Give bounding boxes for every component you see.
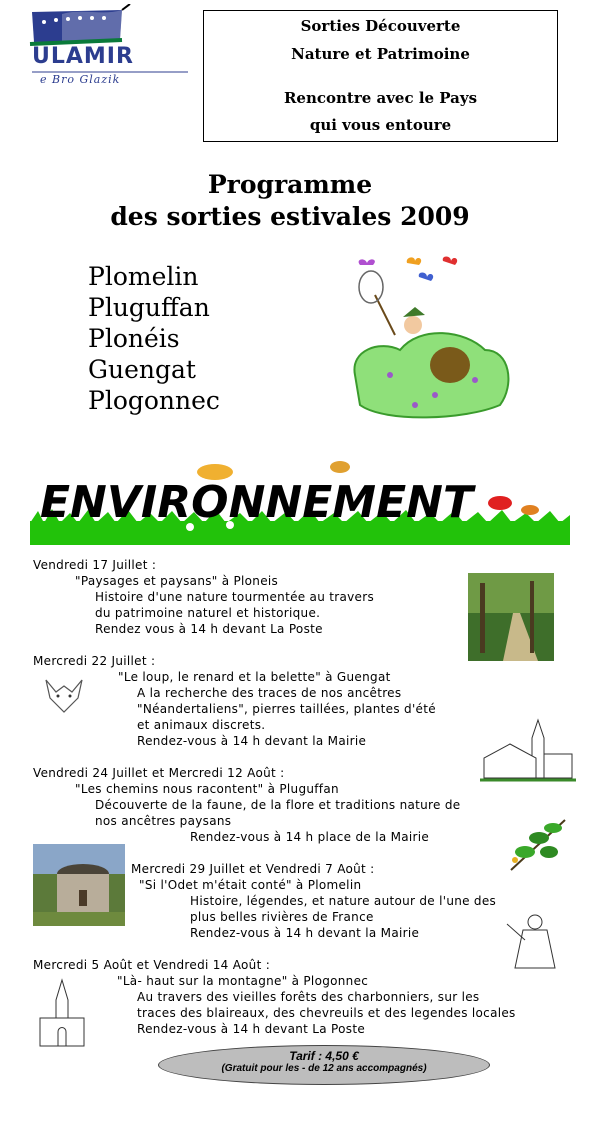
banner-text: ENVIRONNEMENT xyxy=(40,477,473,528)
event-title: "Là- haut sur la montagne" à Plogonnec xyxy=(117,974,369,988)
town-item: Guengat xyxy=(88,355,196,384)
header-line-3: Rencontre avec le Pays xyxy=(283,89,478,107)
price-text: Tarif : 4,50 € xyxy=(289,1049,359,1063)
program-title-line-2: des sorties estivales 2009 xyxy=(110,202,470,231)
event-meeting-point: Rendez-vous à 14 h devant La Poste xyxy=(137,1022,366,1036)
event-date: Mercredi 22 Juillet : xyxy=(33,654,156,668)
header-line-2: Nature et Patrimoine xyxy=(291,45,470,63)
event-description: plus belles rivières de France xyxy=(190,910,374,924)
event-description: Découverte de la faune, de la flore et traditions nature de xyxy=(95,798,461,812)
forest-path-photo xyxy=(468,573,554,661)
town-item: Plogonnec xyxy=(88,386,220,415)
butterfly-hunter-illustration xyxy=(345,255,520,425)
event-title: "Les chemins nous racontent" à Pluguffan xyxy=(75,782,339,796)
logo-subtitle: e Bro Glazik xyxy=(40,73,121,86)
event-date: Mercredi 5 Août et Vendredi 14 Août : xyxy=(33,958,271,972)
event-meeting-point: Rendez-vous à 14 h devant la Mairie xyxy=(137,734,367,748)
dovecote-photo xyxy=(33,844,125,926)
environnement-banner xyxy=(30,455,570,545)
chapel-icon xyxy=(36,978,88,1050)
event-description: traces des blaireaux, des chevreuils et des legendes locales xyxy=(137,1006,516,1020)
event-description: A la recherche des traces de nos ancêtres xyxy=(137,686,402,700)
town-item: Plonéis xyxy=(88,324,180,353)
event-date: Vendredi 24 Juillet et Mercredi 12 Août : xyxy=(33,766,285,780)
event-date: Vendredi 17 Juillet : xyxy=(33,558,157,572)
leaf-plant-icon xyxy=(505,812,575,876)
program-title-line-1: Programme xyxy=(207,170,373,199)
event-description: Histoire, légendes, et nature autour de l'une des xyxy=(190,894,497,908)
event-title: "Paysages et paysans" à Ploneis xyxy=(75,574,279,588)
fox-icon xyxy=(42,672,88,716)
header-line-4: qui vous entoure xyxy=(309,116,452,134)
event-title: "Le loup, le renard et la belette" à Guengat xyxy=(118,670,391,684)
saint-statue-icon xyxy=(505,910,563,970)
event-description: Histoire d'une nature tourmentée au travers xyxy=(95,590,374,604)
event-description: nos ancêtres paysans xyxy=(95,814,232,828)
church-village-icon xyxy=(480,718,576,784)
event-description: et animaux discrets. xyxy=(137,718,266,732)
event-date: Mercredi 29 Juillet et Vendredi 7 Août : xyxy=(131,862,375,876)
event-meeting-point: Rendez vous à 14 h devant La Poste xyxy=(95,622,323,636)
header-box xyxy=(203,10,558,142)
town-item: Plomelin xyxy=(88,262,199,291)
header-line-1: Sorties Découverte xyxy=(300,17,461,35)
event-description: du patrimoine naturel et historique. xyxy=(95,606,321,620)
price-badge xyxy=(158,1045,490,1085)
price-note: (Gratuit pour les - de 12 ans accompagnés) xyxy=(221,1063,427,1074)
logo-name: ULAMIR xyxy=(32,44,134,69)
town-item: Pluguffan xyxy=(88,293,210,322)
event-description: "Néandertaliens", pierres taillées, plantes d'été xyxy=(137,702,436,716)
event-description: Au travers des vieilles forêts des charbonniers, sur les xyxy=(137,990,480,1004)
event-meeting-point: Rendez-vous à 14 h place de la Mairie xyxy=(190,830,430,844)
event-meeting-point: Rendez-vous à 14 h devant la Mairie xyxy=(190,926,420,940)
event-title: "Si l'Odet m'était conté" à Plomelin xyxy=(139,878,362,892)
